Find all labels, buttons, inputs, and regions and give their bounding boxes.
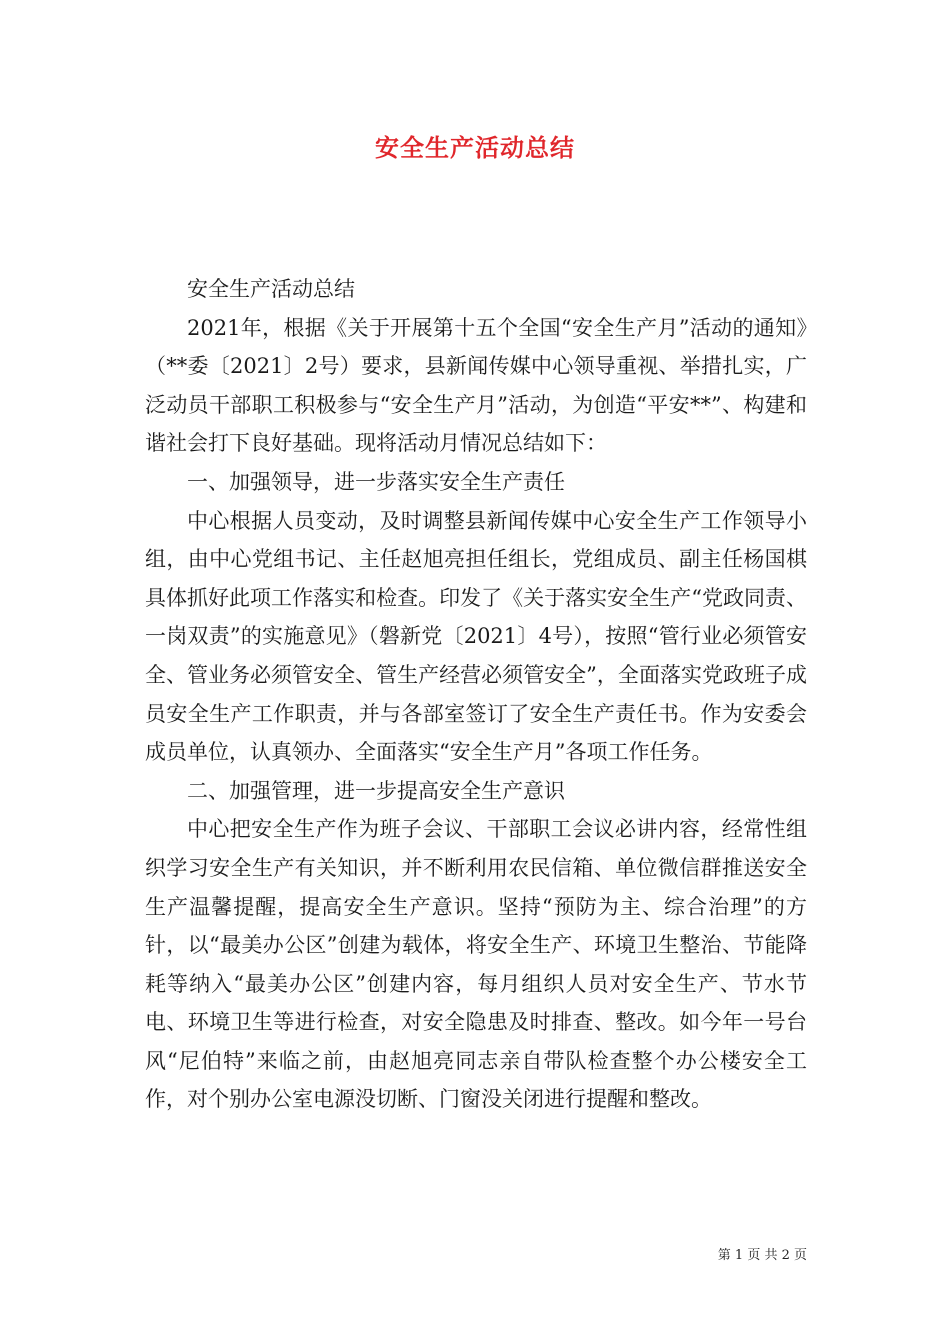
page-number: 第 1 页 共 2 页 <box>717 1248 807 1263</box>
intro-paragraph: 2021年，根据《关于开展第十五个全国“安全生产月”活动的通知》（**委〔2021〕2号）要求，县新闻传媒中心领导重视、举措扎实，广泛动员干部职工积极参与“安全生产月”活动，为创造“平安**”、构建和谐社会打下良好基础。现将活动月情况总结如下： <box>145 315 807 456</box>
document-body <box>145 270 807 1119</box>
section-heading-1: 一、加强领导，进一步落实安全生产责任 <box>187 469 565 494</box>
body-heading: 安全生产活动总结 <box>187 277 355 301</box>
section-paragraph-1: 中心根据人员变动，及时调整县新闻传媒中心安全生产工作领导小组，由中心党组书记、主任赵旭亮担任组长，党组成员、副主任杨国棋具体抓好此项工作落实和检查。印发了《关于落实安全生产“党政同责、一岗双责”的实施意见》（磐新党〔2021〕4号），按照“管行业必须管安全、管业务必须管安全、管生产经营必须管安全”，全面落实党政班子成员安全生产工作职责，并与各部室签订了安全生产责任书。作为安委会成员单位，认真领办、全面落实“安全生产月”各项工作任务。 <box>145 508 807 765</box>
section-heading-2: 二、加强管理，进一步提高安全生产意识 <box>187 778 565 803</box>
section-paragraph-2: 中心把安全生产作为班子会议、干部职工会议必讲内容，经常性组织学习安全生产有关知识，并不断利用农民信箱、单位微信群推送安全生产温馨提醒，提高安全生产意识。坚持“预防为主、综合治理”的方针，以“最美办公区”创建为载体，将安全生产、环境卫生整治、节能降耗等纳入“最美办公区”创建内容，每月组织人员对安全生产、节水节电、环境卫生等进行检查，对安全隐患及时排查、整改。如今年一号台风“尼伯特”来临之前，由赵旭亮同志亲自带队检查整个办公楼安全工作，对个别办公室电源没切断、门窗没关闭进行提醒和整改。 <box>145 817 807 1112</box>
page-title: 安全生产活动总结 <box>375 134 575 162</box>
